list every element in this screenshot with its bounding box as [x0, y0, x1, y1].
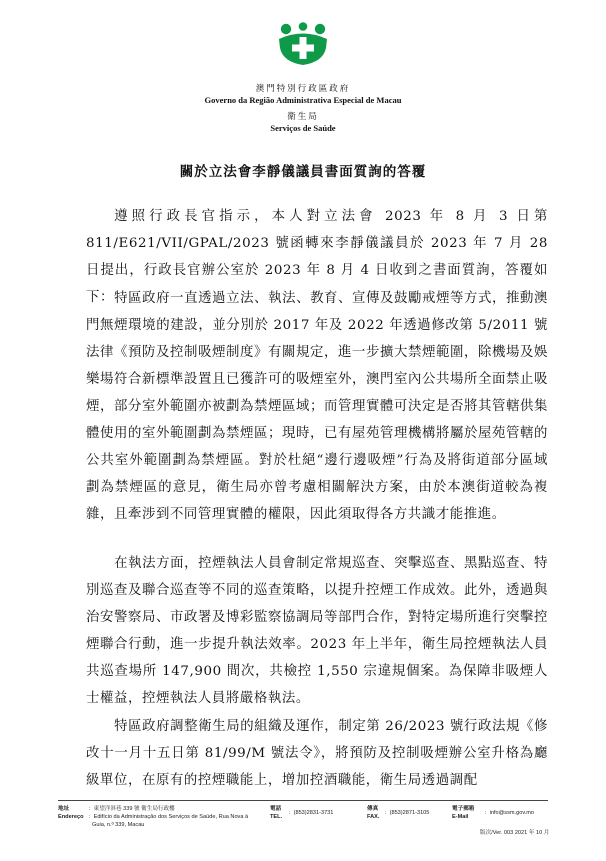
paragraph-1: 遵照行政長官指示，本人對立法會 2023 年 8 月 3 日第 811/E621/VII/GPAL/2023 號函轉來李靜儀議員於 2023 年 7 月 28 日提出，行政長官辦公室於 2023 年 8 月 4 日收到之書面質詢，答覆如下：	[86, 209, 548, 305]
government-name-cn: 澳門特別行政區政府	[255, 84, 351, 94]
footer-address-label	[58, 805, 84, 821]
address-cn: ：東望洋斜巷 339 號 衛生局行政樓	[88, 806, 175, 812]
email-label-cn: 電子郵箱	[452, 806, 475, 812]
footer-divider	[58, 800, 548, 801]
fax-label-pt: FAX.	[367, 814, 380, 820]
footer-email: ：info@ssm.gov.mo	[484, 810, 535, 816]
paragraph-3: 在執法方面，控煙執法人員會制定常規巡查、突擊巡查、黑點巡查、特別巡查及聯合巡查等不同的巡查策略，以提升控煙工作成效。此外，透過與治安警察局、市政署及博彩監察協調局等部門合作，對特定場所進行突擊控煙聯合行動，進一步提升執法效率。2023 年上半年，衛生局控煙執法人員共巡查場所 147,900 間次，共檢控 1,550 宗違規個案。為保障非吸煙人士權益，控煙執法人員將嚴格執法。	[86, 556, 548, 706]
department-name-pt: Serviços de Saúde	[270, 123, 336, 133]
footer-fax: ：(853)2871-3105	[384, 810, 430, 816]
paragraph-4: 特區政府調整衛生局的組織及運作，制定第 26/2023 號行政法規《修改十一月十五日第 81/99/M 號法令》，將預防及控制吸煙辦公室升格為廳級單位，在原有的控煙職能上，增加控酒職能，衛生局透過調配	[86, 719, 548, 788]
address-label-pt: Endereço	[58, 814, 84, 820]
department-name-cn: 衛生局	[287, 112, 319, 122]
footer-fax-label	[367, 805, 379, 821]
fax-label-cn: 傳真	[367, 806, 379, 812]
tel-label-cn: 電話	[270, 806, 282, 812]
footer-tel-label	[270, 805, 282, 821]
footer-email-label	[452, 805, 474, 821]
footer-tel: ：(853)2831-3731	[288, 810, 334, 816]
address-label-cn: 地址	[58, 806, 70, 812]
government-name-pt: Governo da Região Administrativa Especial de Macau	[204, 95, 402, 105]
tel-label-pt: TEL.	[270, 814, 283, 820]
paragraph-2: 特區政府一直透過立法、執法、教育、宣傳及鼓勵戒煙等方式，推動澳門無煙環境的建設，並分別於 2017 年及 2022 年透過修改第 5/2011 號法律《預防及控制吸煙制度》有關規定，進一步擴大禁煙範圍，除機場及娛樂場符合新標準設置且已獲許可的吸煙室外，澳門室內公共場所全面禁止吸煙，部分室外範圍亦被劃為禁煙區域；而管理實體可決定是否將其管轄供集體使用的室外範圍劃為禁煙區；現時，已有屋苑管理機構將屬於屋苑管轄的公共室外範圍劃為禁煙區。對於杜絕“邊行邊吸煙”行為及將街道部分區域劃為禁煙區的意見，衛生局亦曾考慮相關解決方案，由於本澳街道較為複雜，且牽涉到不同管理實體的權限，因此須取得各方共識才能推進。	[86, 291, 548, 522]
email-label-pt: E-Mail	[452, 814, 469, 820]
health-bureau-logo-icon	[278, 22, 328, 66]
address-pt-line2: Guia, n.º 339, Macau	[92, 822, 145, 828]
footer-version: 版次/Ver. 003 2021 年 10 月	[480, 830, 550, 836]
footer-address	[88, 805, 248, 829]
address-pt-line1: ：Edifício da Administração dos Serviços de Saúde, Rua Nova à	[88, 814, 249, 820]
document-title: 關於立法會李靜儀議員書面質詢的答覆	[179, 164, 427, 180]
